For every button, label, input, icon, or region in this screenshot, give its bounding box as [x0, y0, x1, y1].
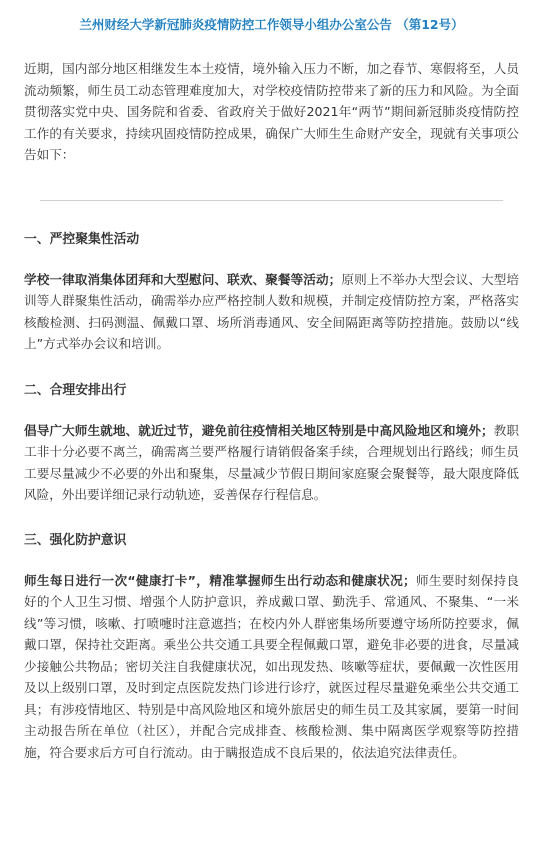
announcement-sections: [24, 230, 519, 764]
section-lead-3: 师生每日进行一次“健康打卡”，精准掌握师生出行动态和健康状况；: [24, 572, 416, 588]
section-lead-2: 倡导广大师生就地、就近过节，避免前往疫情相关地区特别是中高风险地区和境外；: [24, 422, 494, 438]
section-body-2: 教职工非十分必要不离兰，确需离兰要严格履行请销假备案手续，合理规划出行路线；师生员工要尽量减少不必要的外出和聚集，尽量减少节假日期间家庭聚会聚餐等，最大限度降低风险，外出要详细记录行动轨迹，妥善保存行程信息。: [24, 422, 520, 502]
section-heading-3: 三、强化防护意识: [24, 532, 127, 548]
announcement-body: [24, 58, 519, 166]
section-paragraph-3: [24, 570, 519, 764]
section-paragraph-2: [24, 420, 519, 506]
intro-paragraph: 近期，国内部分地区相继发生本土疫情，境外输入压力不断，加之春节、寒假将至，人员流动频繁，师生员工动态管理难度加大，对学校疫情防控带来了新的压力和风险。为全面贯彻落实党中央、国务院和省委、省政府关于做好2021年“两节”期间新冠肺炎疫情防控工作的有关要求，持续巩固疫情防控成果，确保广大师生生命财产安全，现就有关事项公告如下：: [24, 61, 519, 162]
section-heading-2: 二、合理安排出行: [24, 382, 127, 398]
announcement-title: 兰州财经大学新冠肺炎疫情防控工作领导小组办公室公告 （第12号）: [79, 17, 464, 32]
section-paragraph-1: [24, 269, 519, 355]
section-heading-1: 一、严控聚集性活动: [24, 231, 140, 247]
section-body-1: 原则上不举办大型会议、大型培训等人群聚集性活动，确需举办应严格控制人数和规模，并制定疫情防控方案，严格落实核酸检测、扫码测温、佩戴口罩、场所消毒通风、安全间隔距离等防控措施。鼓励以“线上”方式举办会议和培训。: [24, 271, 520, 351]
section-body-3: 师生要时刻保持良好的个人卫生习惯、增强个人防护意识，养成戴口罩、勤洗手、常通风、不聚集、“一米线”等习惯，咳嗽、打喷嚏时注意遮挡；在校内外人群密集场所要遵守场所防控要求，佩戴口罩，保持社交距离。乘坐公共交通工具要全程佩戴口罩，避免非必要的进食，尽量减少接触公共物品；密切关注自我健康状况，如出现发热、咳嗽等症状，要佩戴一次性医用及以上级别口罩，及时到定点医院发热门诊进行诊疗，就医过程尽量避免乘坐公共交通工具；有涉疫情地区、特别是中高风险地区和境外旅居史的师生员工及其家属，要第一时间主动报告所在单位（社区），并配合完成排查、核酸检测、集中隔离医学观察等防控措施，符合要求后方可自行流动。由于瞒报造成不良后果的，依法追究法律责任。: [24, 572, 519, 760]
section-lead-1: 学校一律取消集体团拜和大型慰问、联欢、聚餐等活动；: [24, 271, 342, 287]
section-divider: [40, 200, 503, 201]
